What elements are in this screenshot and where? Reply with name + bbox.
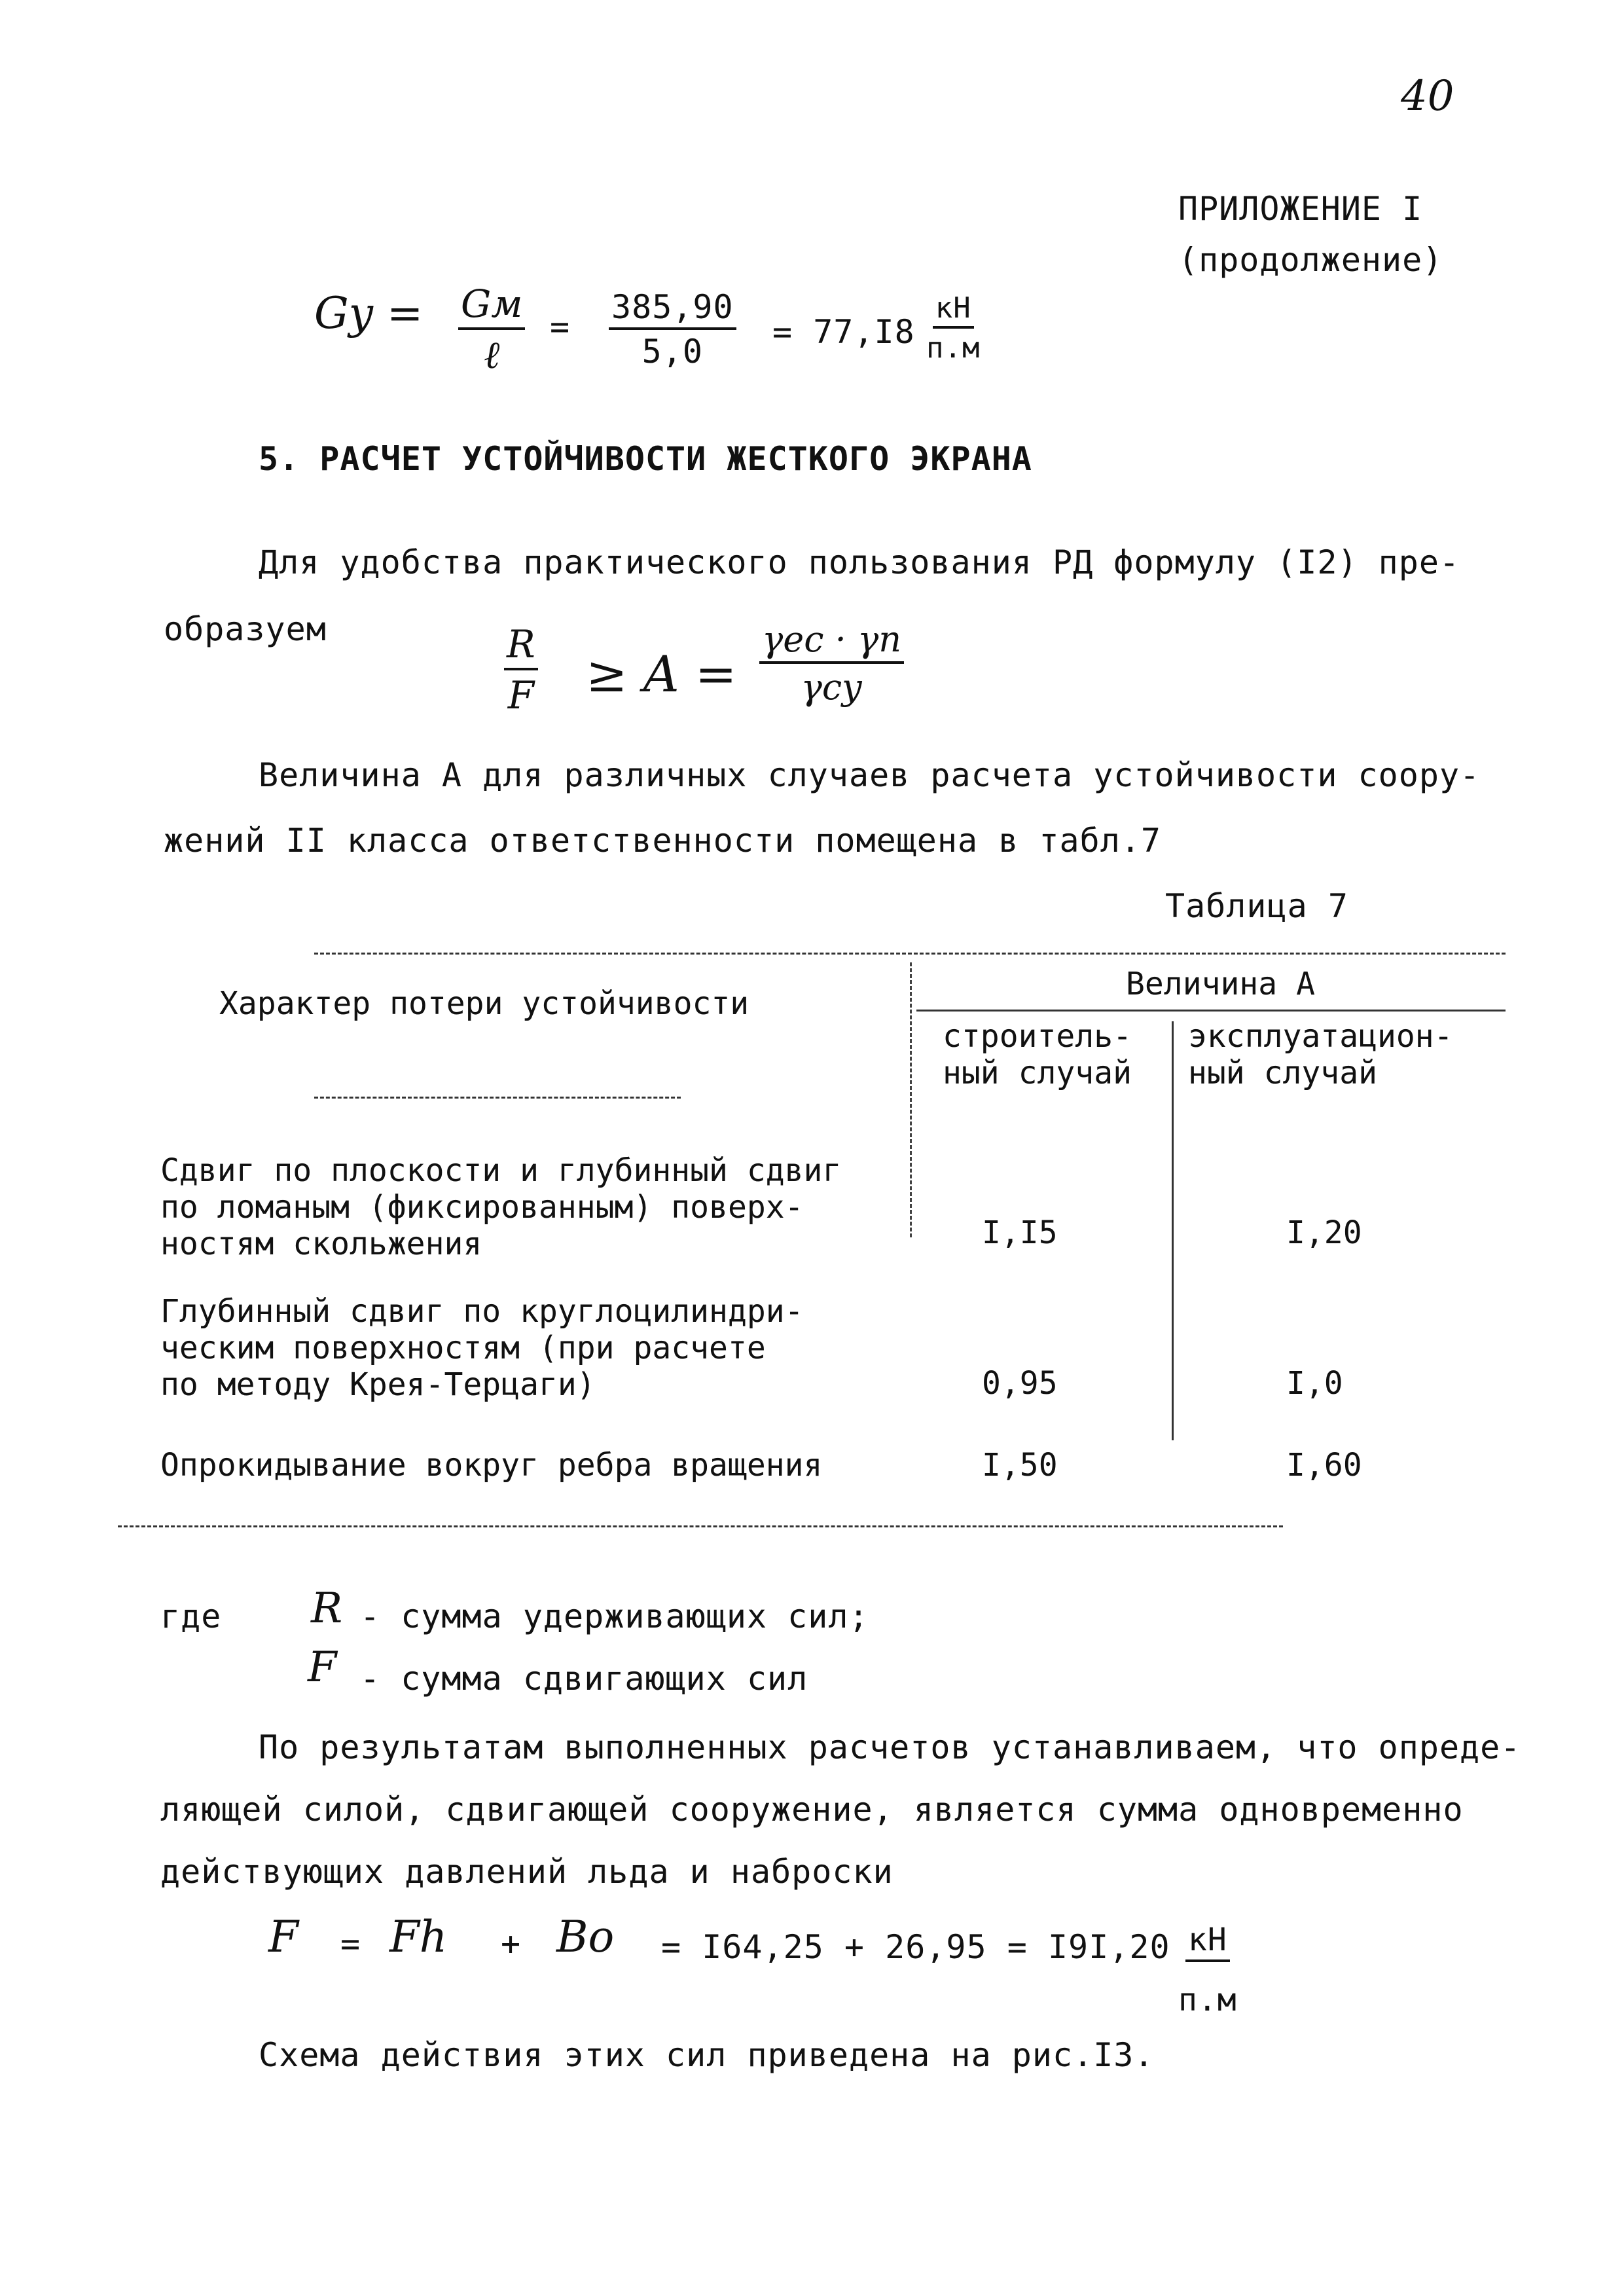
para1-line1: Для удобства практического пользования РД формулу (I2) пре- xyxy=(259,543,1460,581)
appendix-subtitle: (продолжение) xyxy=(1178,241,1443,279)
table-row3-oper: I,60 xyxy=(1286,1447,1362,1484)
table-divider-2 xyxy=(1172,1021,1174,1440)
formula-gy-result: = 77,I8 xyxy=(772,313,915,351)
formula3-f: F xyxy=(268,1912,298,1962)
formula3-plus: + xyxy=(501,1925,522,1963)
table-col3-header: эксплуатацион- ный случай xyxy=(1188,1018,1453,1091)
para4: Схема действия этих сил приведена на рис.I3. xyxy=(259,2036,1155,2074)
formula-gamma-den: γсу xyxy=(801,666,863,708)
formula3-unit xyxy=(1178,1922,1237,2018)
formula-gy-num2: 385,90 xyxy=(609,288,736,330)
table-caption: Таблица 7 xyxy=(1165,887,1348,925)
formula3-unit-num: кН xyxy=(1185,1922,1230,1962)
where-label: где xyxy=(160,1597,222,1635)
para2-line1: Величина A для различных случаев расчета устойчивости соору- xyxy=(259,756,1481,794)
para3-line3: действующих давлений льда и наброски xyxy=(160,1853,893,1891)
formula-r: R xyxy=(504,622,538,670)
formula3-fh: Fh xyxy=(389,1912,448,1962)
page-number: 40 xyxy=(1401,72,1454,120)
formula-gy-frac-numeric xyxy=(609,288,736,371)
formula-gy-eq1: = xyxy=(550,308,571,346)
table-row1-text: Сдвиг по плоскости и глубинный сдвиг по ломаным (фиксированным) поверх- ностям скольжения xyxy=(160,1152,842,1262)
where-f-symbol: F xyxy=(308,1643,337,1692)
formula-gy-lhs: Gy = xyxy=(314,288,424,338)
table-col2-header: строитель- ный случай xyxy=(943,1018,1132,1091)
where-r-symbol: R xyxy=(311,1584,343,1633)
para1-line2: образуем xyxy=(164,610,327,648)
formula-f: F xyxy=(507,673,534,718)
formula-gy-frac-symbolic xyxy=(458,282,525,377)
where-r-text: - сумма удерживающих сил; xyxy=(360,1597,869,1635)
table-group-underline xyxy=(916,1010,1506,1011)
formula-gy-unit xyxy=(926,291,980,365)
para2-line2: жений II класса ответственности помещена в табл.7 xyxy=(164,822,1162,860)
para3-line2: ляющей силой, сдвигающей сооружение, является сумма одновременно xyxy=(160,1791,1464,1829)
formula3-bo: Bo xyxy=(556,1912,615,1962)
table-row1-oper: I,20 xyxy=(1286,1214,1362,1251)
table-row3-build: I,50 xyxy=(982,1447,1058,1484)
table-bottom-rule xyxy=(118,1525,1283,1527)
formula-gy-den2: 5,0 xyxy=(641,333,703,371)
table-row3-text: Опрокидывание вокруг ребра вращения xyxy=(160,1447,823,1484)
appendix-title: ПРИЛОЖЕНИЕ I xyxy=(1178,190,1423,228)
formula-ge-a: ≥ A = xyxy=(586,645,737,703)
formula3-unit-den: п.м xyxy=(1178,1982,1237,2018)
table-row2-text: Глубинный сдвиг по круглоцилиндри- ческим поверхностям (при расчете по методу Крея-Терцаги) xyxy=(160,1293,804,1403)
table-header-rule xyxy=(314,1097,681,1099)
table-top-rule xyxy=(314,953,1506,955)
formula-gy-unit-den: п.м xyxy=(926,331,981,365)
table-row1-build: I,I5 xyxy=(982,1214,1058,1251)
table-row2-oper: I,0 xyxy=(1286,1365,1343,1402)
table-row2-build: 0,95 xyxy=(982,1365,1058,1402)
formula3-rest: = I64,25 + 26,95 = I9I,20 xyxy=(661,1928,1170,1966)
where-f-text: - сумма сдвигающих сил xyxy=(360,1660,808,1698)
formula-gamma-fraction xyxy=(759,619,904,708)
formula3-eq: = xyxy=(340,1925,361,1963)
formula-gy-unit-num: кН xyxy=(933,291,974,329)
formula-gy-num1: Gм xyxy=(458,282,525,330)
para3-line1: По результатам выполненных расчетов устанавливаем, что опреде- xyxy=(259,1728,1521,1766)
section-heading: 5. РАСЧЕТ УСТОЙЧИВОСТИ ЖЕСТКОГО ЭКРАНА xyxy=(259,440,1032,478)
formula-gy-den1: ℓ xyxy=(484,333,500,377)
table-group-header: Величина A xyxy=(1126,966,1315,1002)
table-col1-header: Характер потери устойчивости xyxy=(219,985,749,1022)
formula-gamma-num: γес · γп xyxy=(759,619,904,664)
table-divider-1 xyxy=(910,962,912,1237)
formula-rf-fraction xyxy=(504,622,538,718)
